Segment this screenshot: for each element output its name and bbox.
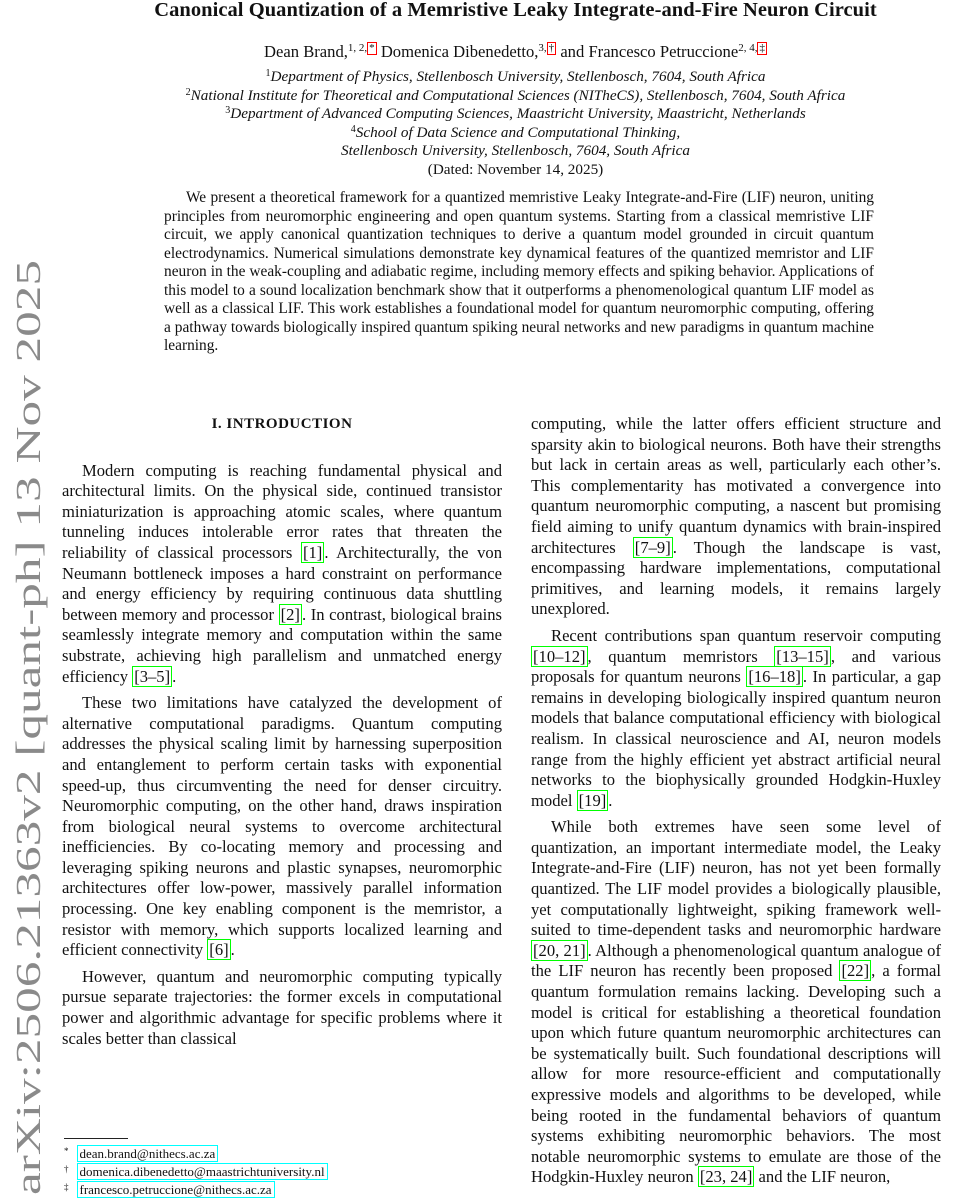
affiliation-text: Department of Physics, Stellenbosch University, Stellenbosch, 7604, South Africa (270, 68, 766, 85)
affiliation-number: 4 (350, 123, 356, 135)
footnote-link[interactable]: * (369, 42, 375, 54)
footnote (64, 1145, 328, 1163)
citation-link[interactable]: [1] (302, 542, 323, 562)
paragraph-text: . In particular, a gap remains in developing biologically inspired quantum neuron models that balance computational efficiency with biological realism. In classical neuroscience and AI, neuron models range from the highly efficient yet abstract artificial neural networks to the biophysically grounded Hodgkin-Huxley model (531, 667, 941, 810)
section-heading-introduction: I. INTRODUCTION (211, 416, 353, 432)
paragraph-text: Modern computing is reaching fundamental physical and architectural limits. On the physical side, continued transistor miniaturization is approaching atomic scales, where quantum tunneling induces intolerable error rates that threaten the reliability of classical processors (62, 460, 502, 562)
paragraph-text: Recent contributions span quantum reservoir computing (551, 625, 941, 645)
citation-link[interactable]: [20, 21] (533, 940, 586, 960)
footnote-marker: ‡ (64, 1182, 69, 1192)
body-paragraph (62, 693, 502, 961)
affiliation-list (60, 68, 971, 179)
citation-link[interactable]: [19] (578, 790, 607, 810)
paragraph-text: computing, while the latter offers efficient structure and sparsity akin to biological neurons. Both have their strengths but lack in certain areas as well, particularly each other’s. This complementarity has motivated a convergence into quantum neuromorphic computing, a nascent but promising field aiming to unify quantum dynamics with brain-inspired architectures (531, 414, 941, 557)
body-paragraph (62, 461, 502, 688)
paragraph-text: However, quantum and neuromorphic computing typically pursue separate trajectories: the former excels in computational power and algorithmic advantage for specific problems where it scales better than classical (62, 966, 502, 1048)
affiliation-line (60, 68, 971, 87)
body-paragraph (62, 967, 502, 1049)
paragraph-text: . In contrast, biological brains seamlessly integrate memory and computation within the same substrate, achieving high parallelism and unmatched energy efficiency (62, 604, 502, 686)
body-paragraph (531, 626, 941, 811)
paper-title: Canonical Quantization of a Memristive Leaky Integrate-and-Fire Neuron Circuit (154, 0, 877, 21)
paragraph-text: . Although a phenomenological quantum analogue of the LIF neuron has recently been proposed (531, 940, 941, 981)
paragraph-text: While both extremes have seen some level of quantization, an important intermediate model, the Leaky Integrate-and-Fire (LIF) neuron, has not yet been formally quantized. The LIF model provides a biologically plausible, yet computationally lightweight, spiking framework well-suited to time-dependent tasks and neuromorphic hardware (531, 817, 941, 940)
arxiv-identifier-text: arXiv:2506.21363v2 [quant-ph] 13 Nov 2025 (9, 556, 48, 1195)
footnote-link[interactable]: ‡ (759, 42, 765, 54)
citation-link[interactable]: [13–15] (776, 646, 829, 666)
citation-link[interactable]: [16–18] (748, 667, 801, 687)
author-name: Domenica Dibenedetto, (380, 42, 539, 61)
author-affiliation-numbers: 3, (538, 42, 547, 54)
paragraph-text: and the LIF neuron, (754, 1167, 891, 1187)
affiliation-line (60, 124, 971, 143)
affiliation-line (60, 105, 971, 124)
author-name: Francesco Petruccione (588, 42, 739, 61)
paragraph-text: . Architecturally, the von Neumann bottleneck imposes a hard constraint on performance and energy efficiency by requiring continuous data shuttling between memory and processor (62, 542, 502, 624)
footnotes (64, 1145, 328, 1199)
arxiv-identifier-stamp (5, 255, 55, 1195)
citation-link[interactable]: [3–5] (134, 666, 171, 686)
paragraph-text: , a formal quantum formulation remains lacking. Developing such a model is critical for establishing a theoretical foundation upon which future quantum neuromorphic architectures can be systematically built. Such foundational descriptions will allow for more resource-efficient and computationally expressive models and algorithms to be developed, while being rooted in the fundamental behaviors of quantum systems exhibiting neuromorphic behaviors. The most notable neuromorphic systems to emulate are those of the Hodgkin-Huxley neuron (531, 961, 941, 1187)
affiliation-text: School of Data Science and Computational Thinking, (355, 123, 681, 141)
author-affiliation-numbers: 1, 2, (347, 42, 368, 54)
affiliation-line (60, 87, 971, 106)
citation-link[interactable]: [7–9] (634, 537, 671, 557)
author-affiliation-numbers: 2, 4, (738, 42, 758, 54)
footnote-marker: * (64, 1146, 69, 1156)
author-separator: and (556, 42, 589, 61)
citation-link[interactable]: [10–12] (533, 646, 586, 666)
affiliation-number: 2 (185, 86, 191, 98)
paragraph-text: . (172, 666, 177, 686)
footnote-rule (64, 1138, 128, 1139)
affiliation-number: 3 (225, 105, 231, 116)
author-name: Dean Brand, (264, 42, 348, 61)
citation-link[interactable]: [2] (280, 604, 300, 624)
right-column (531, 414, 941, 1188)
paragraph-text: . (608, 790, 613, 810)
affiliation-line (60, 142, 971, 161)
affiliation-text: Department of Advanced Computing Sciences, Maastricht University, Maastricht, Netherlands (230, 105, 806, 122)
author-list (60, 42, 971, 62)
citation-link[interactable]: [6] (209, 940, 229, 960)
affiliation-text: National Institute for Theoretical and Computational Sciences (NITheCS), Stellenbosch, 7604, South Africa (190, 86, 846, 104)
footnote-link[interactable]: † (548, 42, 555, 54)
footnote-marker: † (64, 1164, 69, 1174)
email-link[interactable]: francesco.petruccione@nithecs.ac.za (77, 1181, 275, 1198)
affiliation-text: Stellenbosch University, Stellenbosch, 7604, South Africa (341, 142, 690, 159)
citation-link[interactable]: [23, 24] (699, 1167, 753, 1187)
paragraph-text: These two limitations have catalyzed the development of alternative computational paradigms. Quantum computing addresses the physical scaling limit by harnessing superposition and entanglement to perform certain tasks with exponential speed-up, thus circumventing the need for denser circuitry. Neuromorphic computing, on the other hand, draws inspiration from biological neural systems to overcome architectural inefficiencies. By co-locating memory and processing and leveraging spiking neurons and plastic synapses, neuromorphic architectures offer low-power, massively parallel information processing. One key enabling component is the memristor, a resistor with memory, which supports localized learning and efficient connectivity (62, 693, 502, 960)
abstract: We present a theoretical framework for a quantized memristive Leaky Integrate-and-Fire (LIF) neuron, uniting principles from neuromorphic engineering and open quantum systems. Starting from a classical memristive LIF circuit, we apply canonical quantization techniques to derive a quantum model grounded in circuit quantum electrodynamics. Numerical simulations demonstrate key dynamical features of the quantized memristor and LIF neuron in the weak-coupling and adiabatic regime, including memory effects and spiking behavior. Applications of this model to a sound localization benchmark show that it outperforms a phenomenological quantum LIF model as well as a classical LIF. This work establishes a foundational model for quantum neuromorphic computing, offering a pathway towards biologically inspired quantum spiking neural networks and new paradigms in quantum machine learning. (164, 189, 874, 354)
paragraph-text: , and various proposals for quantum neurons (531, 646, 941, 687)
left-column (62, 410, 502, 1049)
footnote (64, 1163, 328, 1181)
dated-line: (Dated: November 14, 2025) (427, 160, 604, 178)
footnote (64, 1181, 328, 1199)
affiliation-number: 1 (265, 68, 271, 79)
paragraph-text: . Though the landscape is vast, encompassing hardware implementations, computational primitives, and learning models, it remains largely unexplored. (531, 537, 941, 619)
body-paragraph (531, 414, 941, 620)
paragraph-text: . (230, 940, 235, 960)
email-link[interactable]: domenica.dibenedetto@maastrichtuniversity.nl (77, 1163, 328, 1180)
paragraph-text: , quantum memristors (587, 646, 775, 666)
citation-link[interactable]: [22] (841, 961, 870, 981)
body-paragraph (531, 817, 941, 1188)
email-link[interactable]: dean.brand@nithecs.ac.za (77, 1145, 219, 1162)
